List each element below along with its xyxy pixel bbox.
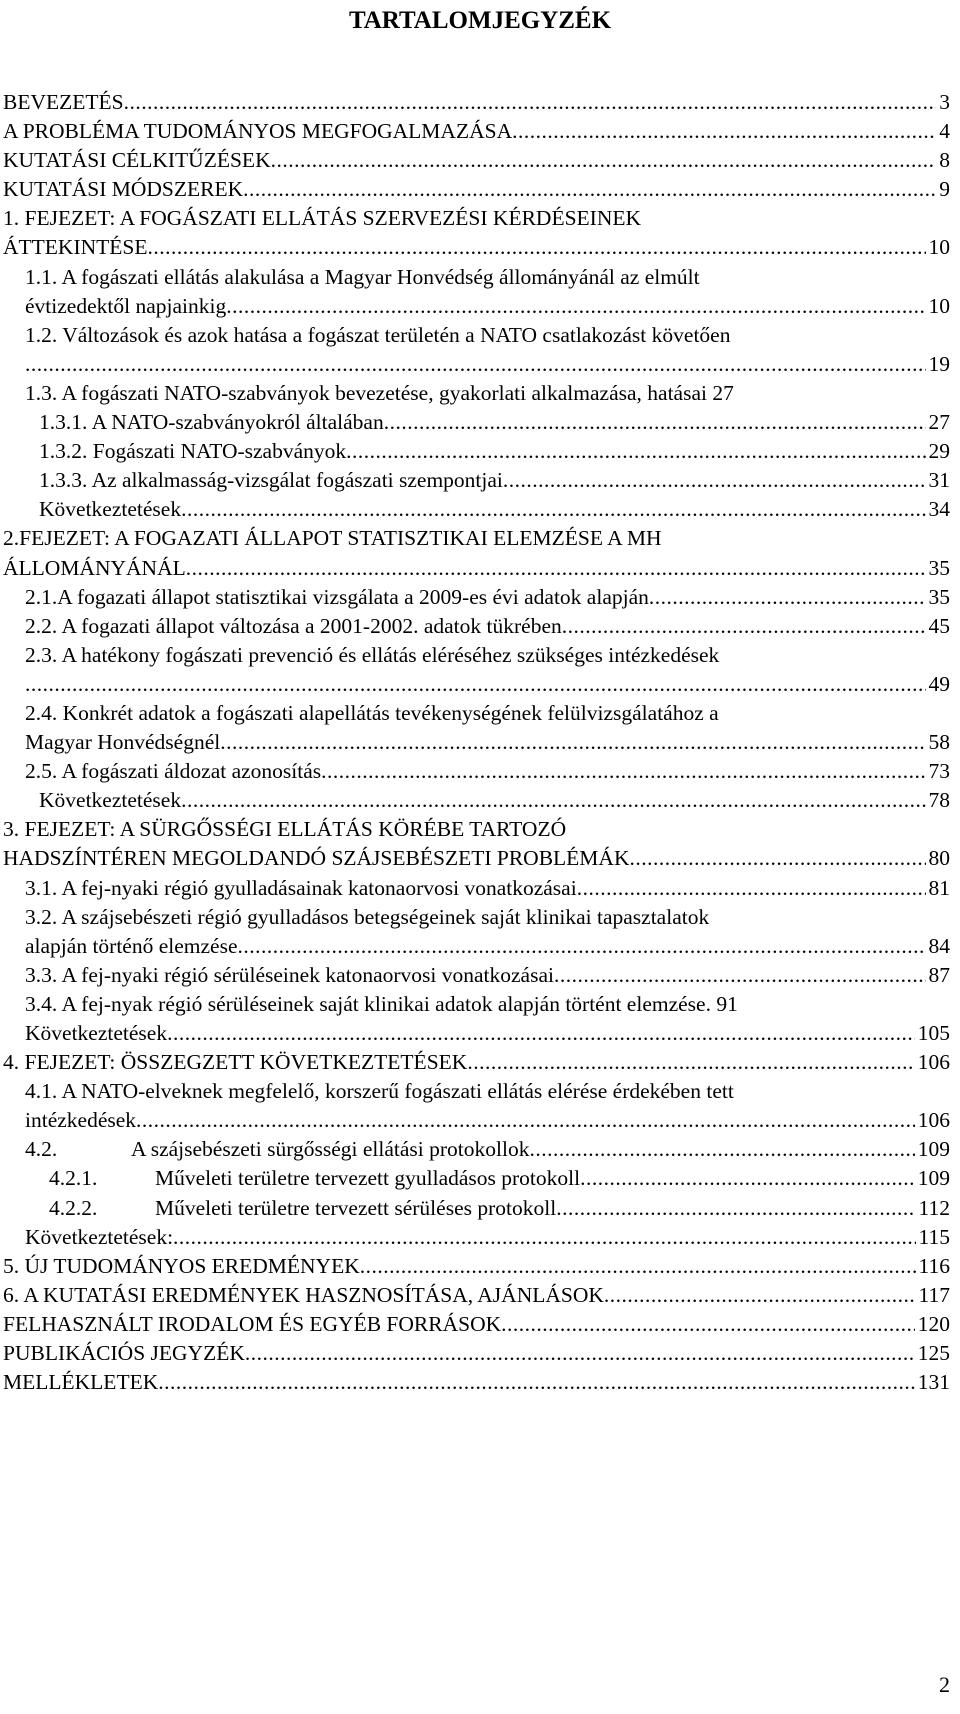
- toc-leader: [186, 554, 926, 583]
- toc-entry-page: 112: [918, 1195, 950, 1220]
- toc-entry-page: 80: [928, 846, 950, 871]
- toc-leader: [148, 233, 926, 262]
- toc-entry-page: 8: [939, 148, 950, 173]
- toc-entry-title: intézkedések: [25, 1108, 137, 1133]
- toc-entry-number: 4.2.1.: [49, 1166, 98, 1191]
- toc-entry-title: 1.3.2. Fogászati NATO-szabványok: [39, 439, 347, 464]
- toc-entry-page: 131: [917, 1370, 950, 1395]
- table-of-contents: [3, 88, 950, 1397]
- toc-entry-page: 78: [928, 788, 950, 813]
- toc-entry-title: 2.FEJEZET: A FOGAZATI ÁLLAPOT STATISZTIKAI ELEMZÉSE A MH: [3, 526, 662, 551]
- toc-entry-title: 4. FEJEZET: ÖSSZEGZETT KÖVETKEZTETÉSEK: [3, 1050, 468, 1075]
- toc-entry[interactable]: [3, 1106, 950, 1135]
- toc-entry[interactable]: [3, 204, 950, 233]
- toc-entry[interactable]: [3, 815, 950, 844]
- toc-entry-title: Műveleti területre tervezett gyulladásos protokoll: [155, 1166, 581, 1191]
- toc-leader: [158, 1368, 915, 1397]
- toc-entry[interactable]: [3, 1252, 950, 1281]
- toc-entry[interactable]: [3, 874, 950, 903]
- toc-entry-title: évtizedektől napjainkig: [25, 293, 227, 318]
- toc-entry[interactable]: [3, 292, 950, 321]
- toc-entry-title: Műveleti területre tervezett sérüléses protokoll: [155, 1195, 557, 1220]
- toc-leader: [181, 495, 925, 524]
- toc-entry[interactable]: [3, 1164, 950, 1193]
- toc-entry[interactable]: [3, 524, 950, 553]
- toc-leader: [346, 437, 925, 466]
- toc-entry-title: 4.1. A NATO-elveknek megfelelő, korszerű fogászati ellátás elérése érdekében tett: [25, 1079, 734, 1104]
- toc-entry-title: alapján történő elemzése: [25, 933, 238, 958]
- toc-leader: [167, 1019, 915, 1048]
- toc-entry-title: 1.3. A fogászati NATO-szabványok bevezetése, gyakorlati alkalmazása, hatásai 27: [25, 380, 734, 405]
- toc-entry[interactable]: [3, 117, 950, 146]
- toc-entry-page: 10: [928, 293, 950, 318]
- toc-entry-page: 27: [928, 410, 950, 435]
- toc-entry-page: 116: [918, 1253, 950, 1278]
- toc-entry-title: 6. A KUTATÁSI EREDMÉNYEK HASZNOSÍTÁSA, AJÁNLÁSOK: [3, 1282, 604, 1307]
- toc-entry-number: 4.2.2.: [49, 1195, 98, 1220]
- toc-entry[interactable]: [3, 786, 950, 815]
- toc-leader: [136, 1106, 915, 1135]
- toc-entry-page: 19: [928, 351, 950, 376]
- toc-entry-title: 1.2. Változások és azok hatása a fogászat területén a NATO csatlakozást követően: [25, 322, 731, 347]
- toc-entry-title: Következtetések: [39, 788, 182, 813]
- toc-entry[interactable]: [3, 263, 950, 292]
- toc-entry-title: MELLÉKLETEK: [3, 1370, 159, 1395]
- toc-leader: [238, 932, 926, 961]
- toc-entry-page: 109: [917, 1137, 950, 1162]
- toc-entry-page: 115: [918, 1224, 950, 1249]
- toc-entry-page: 35: [928, 555, 950, 580]
- toc-entry[interactable]: [3, 175, 950, 204]
- toc-entry[interactable]: [3, 1019, 950, 1048]
- toc-entry[interactable]: [3, 844, 950, 873]
- toc-entry[interactable]: [3, 1194, 950, 1223]
- toc-entry[interactable]: [3, 757, 950, 786]
- toc-leader: [321, 757, 925, 786]
- toc-entry-title: ÁLLOMÁNYÁNÁL: [3, 555, 186, 580]
- toc-entry[interactable]: [3, 437, 950, 466]
- toc-entry-page: 120: [917, 1311, 950, 1336]
- toc-entry[interactable]: [3, 88, 950, 117]
- toc-entry-title: Következtetések:: [25, 1224, 174, 1249]
- toc-entry-title: 3. FEJEZET: A SÜRGŐSSÉGI ELLÁTÁS KÖRÉBE TARTOZÓ: [3, 817, 567, 842]
- toc-entry-title: A PROBLÉMA TUDOMÁNYOS MEGFOGALMAZÁSA: [3, 119, 513, 144]
- toc-entry-page: 105: [917, 1021, 950, 1045]
- toc-entry-title: 2.4. Konkrét adatok a fogászati alapellátás tevékenységének felülvizsgálatához a: [25, 700, 719, 725]
- toc-leader: [25, 670, 926, 699]
- toc-entry[interactable]: [3, 1223, 950, 1252]
- toc-entry-title: 2.2. A fogazati állapot változása a 2001-2002. adatok tükrében: [25, 613, 562, 638]
- toc-leader: [604, 1281, 916, 1310]
- toc-entry-title: FELHASZNÁLT IRODALOM ÉS EGYÉB FORRÁSOK: [3, 1311, 502, 1336]
- toc-entry[interactable]: [3, 466, 950, 495]
- toc-entry-title: KUTATÁSI MÓDSZEREK: [3, 177, 244, 202]
- toc-entry-title: 1.3.1. A NATO-szabványokról általában: [39, 410, 384, 435]
- toc-leader: [181, 786, 925, 815]
- toc-entry-title: Következtetések: [39, 497, 182, 522]
- toc-entry-page: 106: [917, 1108, 950, 1133]
- toc-leader: [245, 1339, 915, 1368]
- toc-entry-page: 58: [928, 730, 950, 755]
- toc-leader: [220, 728, 925, 757]
- toc-entry-title: 2.5. A fogászati áldozat azonosítás: [25, 759, 322, 784]
- toc-entry[interactable]: [3, 903, 950, 932]
- toc-entry-title: ÁTTEKINTÉSE: [3, 235, 148, 260]
- toc-entry-page: 9: [939, 177, 950, 202]
- toc-entry-page: 84: [928, 933, 950, 958]
- toc-entry[interactable]: [3, 1135, 950, 1164]
- toc-entry-page: 3: [939, 90, 950, 114]
- toc-entry[interactable]: [3, 990, 950, 1019]
- toc-entry[interactable]: [3, 350, 950, 379]
- toc-entry-page: 106: [917, 1050, 950, 1075]
- toc-entry-page: 4: [939, 119, 950, 144]
- toc-entry[interactable]: [3, 728, 950, 757]
- toc-entry[interactable]: [3, 583, 950, 612]
- toc-entry-page: 125: [917, 1341, 950, 1366]
- toc-leader: [271, 146, 937, 175]
- toc-entry-page: 10: [928, 235, 950, 260]
- toc-entry-title: PUBLIKÁCIÓS JEGYZÉK: [3, 1341, 245, 1366]
- toc-entry-page: 31: [928, 468, 950, 493]
- toc-entry-title: 1.3.3. Az alkalmasság-vizsgálat fogászati szempontjai: [39, 468, 503, 493]
- toc-entry-title: Magyar Honvédségnél: [25, 730, 221, 755]
- toc-entry-title: 1.1. A fogászati ellátás alakulása a Magyar Honvédség állományánál az elmúlt: [25, 264, 700, 289]
- toc-entry-page: 117: [918, 1282, 950, 1307]
- toc-leader: [562, 612, 926, 641]
- toc-entry[interactable]: [3, 554, 950, 583]
- toc-entry-page: 73: [928, 759, 950, 784]
- toc-leader: [577, 874, 926, 903]
- toc-entry-page: 49: [928, 671, 950, 696]
- toc-entry[interactable]: [3, 321, 950, 350]
- toc-leader: [25, 350, 926, 379]
- page-number: 2: [939, 1672, 950, 1697]
- toc-leader: [124, 88, 937, 117]
- toc-entry[interactable]: [3, 408, 950, 437]
- toc-entry-title: 3.3. A fej-nyaki régió sérüléseinek katonaorvosi vonatkozásai: [25, 962, 554, 987]
- toc-leader: [580, 1164, 915, 1193]
- toc-entry-title: 5. ÚJ TUDOMÁNYOS EREDMÉNYEK: [3, 1253, 360, 1278]
- toc-entry[interactable]: [3, 146, 950, 175]
- toc-entry-page: 109: [917, 1166, 950, 1191]
- toc-leader: [173, 1223, 916, 1252]
- toc-entry-title: 3.1. A fej-nyaki régió gyulladásainak katonaorvosi vonatkozásai: [25, 875, 577, 900]
- page-title: TARTALOMJEGYZÉK: [348, 7, 612, 34]
- toc-entry[interactable]: [3, 233, 950, 262]
- toc-entry[interactable]: [3, 612, 950, 641]
- toc-entry[interactable]: [3, 1048, 950, 1077]
- toc-leader: [503, 466, 926, 495]
- toc-entry[interactable]: [3, 1077, 950, 1106]
- toc-leader: [649, 583, 926, 612]
- toc-entry[interactable]: [3, 379, 950, 408]
- toc-leader: [529, 1135, 914, 1164]
- toc-entry[interactable]: [3, 1368, 950, 1397]
- toc-leader: [384, 408, 926, 437]
- toc-entry-page: 45: [928, 613, 950, 638]
- toc-leader: [629, 844, 925, 873]
- toc-leader: [512, 117, 936, 146]
- toc-entry-title: A szájsebészeti sürgősségi ellátási protokollok: [131, 1137, 530, 1162]
- toc-entry-page: 29: [928, 439, 950, 464]
- toc-entry[interactable]: [3, 961, 950, 990]
- toc-entry-title: 3.2. A szájsebészeti régió gyulladásos betegségeinek saját klinikai tapasztalatok: [25, 904, 710, 929]
- toc-entry[interactable]: [3, 1281, 950, 1310]
- toc-leader: [226, 292, 925, 321]
- toc-entry-title: 2.1.A fogazati állapot statisztikai vizsgálata a 2009-es évi adatok alapján: [25, 584, 649, 609]
- toc-leader: [467, 1048, 914, 1077]
- toc-entry-page: 81: [928, 875, 950, 900]
- toc-leader: [243, 175, 936, 204]
- toc-entry-title: 3.4. A fej-nyak régió sérüléseinek saját klinikai adatok alapján történt elemzése. 91: [25, 991, 738, 1016]
- toc-leader: [554, 961, 926, 990]
- toc-entry[interactable]: [3, 495, 950, 524]
- toc-entry-page: 87: [928, 962, 950, 987]
- toc-leader: [556, 1194, 915, 1223]
- toc-entry[interactable]: [3, 670, 950, 699]
- toc-entry[interactable]: [3, 641, 950, 670]
- toc-entry-title: HADSZÍNTÉREN MEGOLDANDÓ SZÁJSEBÉSZETI PROBLÉMÁK: [3, 846, 630, 871]
- toc-entry[interactable]: [3, 1310, 950, 1339]
- toc-entry-title: BEVEZETÉS: [3, 90, 124, 114]
- toc-entry-title: KUTATÁSI CÉLKITŰZÉSEK: [3, 148, 271, 173]
- toc-entry-title: Következtetések: [25, 1021, 168, 1045]
- toc-entry-title: 1. FEJEZET: A FOGÁSZATI ELLÁTÁS SZERVEZÉSI KÉRDÉSEINEK: [3, 206, 642, 231]
- toc-entry-number: 4.2.: [25, 1137, 58, 1162]
- toc-leader: [501, 1310, 915, 1339]
- toc-entry[interactable]: [3, 932, 950, 961]
- toc-entry-title: 2.3. A hatékony fogászati prevenció és ellátás eléréséhez szükséges intézkedések: [25, 642, 720, 667]
- toc-entry-page: 35: [928, 584, 950, 609]
- toc-leader: [360, 1252, 916, 1281]
- toc-entry[interactable]: [3, 699, 950, 728]
- toc-entry[interactable]: [3, 1339, 950, 1368]
- toc-entry-page: 34: [928, 497, 950, 522]
